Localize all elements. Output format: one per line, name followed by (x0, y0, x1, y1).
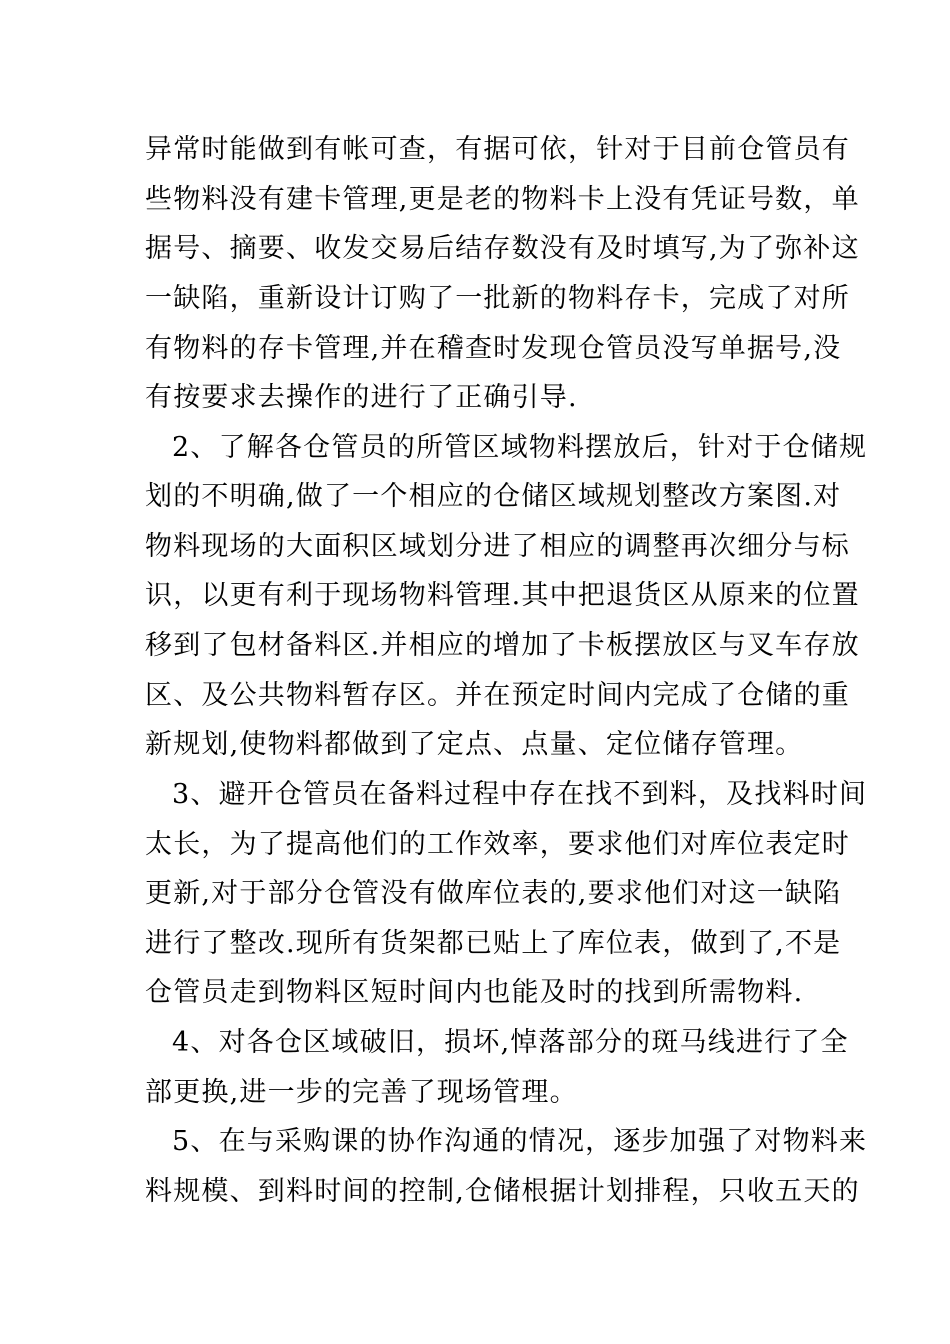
text-line: 仓管员走到物料区短时间内也能及时的找到所需物料. (145, 977, 804, 1008)
text-line: 进行了整改.现所有货架都已贴上了库位表，做到了,不是 (145, 928, 842, 959)
text-line: 太长，为了提高他们的工作效率，要求他们对库位表定时 (145, 829, 850, 860)
text-line: 些物料没有建卡管理,更是老的物料卡上没有凭证号数，单 (145, 184, 860, 215)
text-line: 区、及公共物料暂存区。并在预定时间内完成了仓储的重 (145, 680, 850, 711)
text-line: 有物料的存卡管理,并在稽查时发现仓管员没写单据号,没 (145, 333, 842, 364)
paragraph-4-first-line: 4、对各仓区域破旧，损坏,悼落部分的斑马线进行了全 (172, 1027, 849, 1058)
paragraph-5-first-line: 5、在与采购课的协作沟通的情况，逐步加强了对物料来 (172, 1126, 868, 1157)
text-line: 新规划,使物料都做到了定点、点量、定位储存管理。 (145, 729, 804, 760)
text-line: 划的不明确,做了一个相应的仓储区域规划整改方案图.对 (145, 481, 842, 512)
text-line: 异常时能做到有帐可查，有据可依，针对于目前仓管员有 (145, 134, 850, 165)
paragraph-3-first-line: 3、避开仓管员在备料过程中存在找不到料，及找料时间 (172, 779, 868, 810)
text-line: 料规模、到料时间的控制,仓储根据计划排程，只收五天的 (145, 1176, 860, 1207)
text-line: 部更换,进一步的完善了现场管理。 (145, 1077, 578, 1108)
text-line: 识，以更有利于现场物料管理.其中把退货区从原来的位置 (145, 580, 860, 611)
text-line: 移到了包材备料区.并相应的增加了卡板摆放区与叉车存放 (145, 630, 860, 661)
text-line: 据号、摘要、收发交易后结存数没有及时填写,为了弥补这 (145, 233, 860, 264)
paragraph-2-first-line: 2、了解各仓管员的所管区域物料摆放后，针对于仓储规 (172, 432, 868, 463)
text-line: 有按要求去操作的进行了正确引导. (145, 382, 578, 413)
text-line: 更新,对于部分仓管没有做库位表的,要求他们对这一缺陷 (145, 878, 842, 909)
text-line: 物料现场的大面积区域划分进了相应的调整再次细分与标 (145, 531, 850, 562)
text-line: 一缺陷，重新设计订购了一批新的物料存卡，完成了对所 (145, 283, 850, 314)
